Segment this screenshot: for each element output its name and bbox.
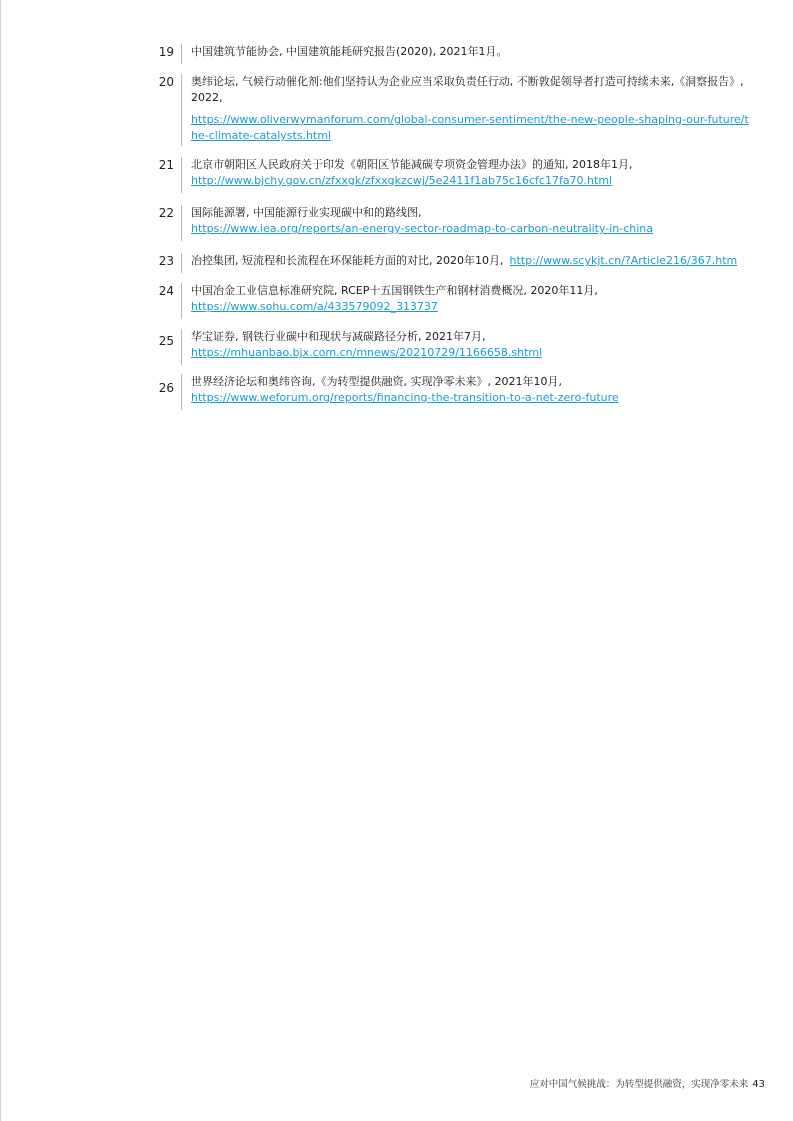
reference-divider	[181, 205, 182, 241]
page-left-border	[0, 0, 1, 1121]
reference-divider	[181, 74, 182, 146]
page-footer	[530, 1076, 765, 1090]
reference-number: 26	[158, 381, 174, 395]
reference-number: 24	[158, 284, 174, 298]
reference-link[interactable]: https://mhuanbao.bjx.com.cn/mnews/20210729/1166658.shtml	[191, 346, 543, 359]
reference-number: 22	[158, 206, 174, 220]
reference-text: 中国冶金工业信息标准研究院, RCEP十五国钢铁生产和钢材消费概况, 2020年11月,	[191, 284, 598, 297]
reference-link[interactable]: http://www.scykjt.cn/?Article216/367.htm	[509, 254, 738, 267]
footer-title: 应对中国气候挑战：为转型提供融资，实现净零未来	[529, 1079, 749, 1090]
reference-number: 21	[158, 158, 174, 172]
reference-link[interactable]: http://www.bjchy.gov.cn/zfxxgk/zfxxgkzcwj/5e2411f1ab75c16cfc17fa70.html	[191, 174, 613, 187]
reference-link[interactable]: https://www.iea.org/reports/an-energy-sector-roadmap-to-carbon-neutrality-in-china	[191, 222, 654, 235]
reference-number: 20	[158, 75, 174, 89]
reference-text: 华宝证券, 钢铁行业碳中和现状与减碳路径分析, 2021年7月,	[191, 330, 486, 343]
reference-divider	[181, 329, 182, 365]
reference-text: 奥纬论坛, 气候行动催化剂:他们坚持认为企业应当采取负责任行动, 不断敦促领导者打造可持续未来,《洞察报告》, 2022,	[191, 75, 744, 104]
reference-divider	[181, 44, 182, 64]
reference-text: 世界经济论坛和奥纬咨询,《为转型提供融资, 实现净零未来》, 2021年10月,	[191, 375, 562, 388]
reference-text: 中国建筑节能协会, 中国建筑能耗研究报告(2020), 2021年1月。	[191, 45, 508, 58]
reference-text: 北京市朝阳区人民政府关于印发《朝阳区节能减碳专项资金管理办法》的通知, 2018年1月,	[191, 158, 633, 171]
reference-link[interactable]: https://www.oliverwymanforum.com/global-consumer-sentiment/the-new-people-shaping-our-future/the-climate-catalysts.html	[191, 113, 749, 142]
reference-divider	[181, 157, 182, 193]
reference-link[interactable]: https://www.weforum.org/reports/financing-the-transition-to-a-net-zero-future	[191, 391, 619, 404]
reference-number: 23	[158, 254, 174, 268]
reference-divider	[181, 283, 182, 319]
reference-divider	[181, 374, 182, 410]
reference-text: 冶控集团, 短流程和长流程在环保能耗方面的对比, 2020年10月,	[191, 254, 504, 267]
reference-text: 国际能源署, 中国能源行业实现碳中和的路线图,	[191, 206, 422, 219]
reference-divider	[181, 253, 182, 273]
reference-number: 25	[158, 334, 174, 348]
reference-link[interactable]: https://www.sohu.com/a/433579092_313737	[191, 300, 438, 313]
reference-number: 19	[158, 45, 174, 59]
page-number: 43	[752, 1079, 765, 1090]
